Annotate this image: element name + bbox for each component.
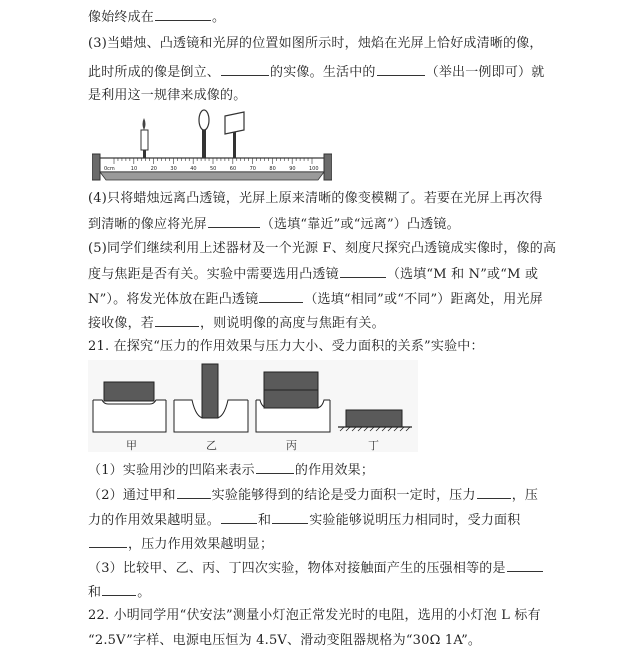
fig-label-jia: 甲 bbox=[126, 439, 137, 452]
answer-blank[interactable] bbox=[259, 290, 303, 303]
answer-blank[interactable] bbox=[507, 559, 543, 572]
answer-blank[interactable] bbox=[177, 486, 211, 499]
q20-line-6: 到清晰的像应将光屏 （选填“靠近”或“远离”）凸透镜。 bbox=[88, 217, 460, 232]
q21-line-4: ，压力作用效果越明显； bbox=[88, 535, 273, 553]
ruler-unit: 0cm bbox=[104, 166, 115, 172]
fig-label-ding: 丁 bbox=[368, 439, 379, 452]
q22-line-2: “2.5V”字样、电源电压恒为 4.5V、滑动变阻器规格为“30Ω 1A”。 bbox=[88, 633, 482, 648]
fig-label-yi: 乙 bbox=[206, 439, 217, 452]
q20-line-10: 接收像，若 ，则说明像的高度与焦距有关。 bbox=[88, 316, 385, 331]
q22-line-1: 22. 小明同学用“伏安法”测量小灯泡正常发光时的电阻，选用的小灯泡 L 标有 bbox=[88, 608, 541, 623]
q21-line-6: 和 。 bbox=[88, 585, 151, 600]
q20-line-9: N”）。将发光体放在距凸透镜 （选填“相同”或“不同”）距离处，用光屏 bbox=[88, 292, 543, 307]
q20-line-3: 此时所成的像是倒立、 的实像。生活中的 （举出一例即可）就 bbox=[88, 65, 545, 80]
q20-line-8: 度与焦距是否有关。实验中需要选用凸透镜 （选填“M 和 N”或“M 或 bbox=[88, 267, 539, 282]
answer-blank[interactable] bbox=[272, 511, 308, 524]
ruler-tick-label: 50 bbox=[210, 166, 217, 172]
fig-label-bing: 丙 bbox=[286, 439, 297, 452]
answer-blank[interactable] bbox=[208, 215, 260, 228]
q21-line-1: （1）实验用沙的凹陷来表示 的作用效果； bbox=[88, 463, 375, 478]
q21-line-5: （3）比较甲、乙、丙、丁四次实验，物体对接触面产生的压强相等的是 bbox=[88, 559, 544, 577]
answer-blank[interactable] bbox=[256, 461, 294, 474]
q21-line-3: 力的作用效果越明显。 和 实验能够说明压力相同时，受力面积 bbox=[88, 513, 521, 528]
convex-lens-icon bbox=[199, 110, 209, 158]
candle-icon bbox=[141, 118, 148, 158]
answer-blank[interactable] bbox=[89, 535, 127, 548]
ruler-tick-label: 30 bbox=[170, 166, 177, 172]
answer-blank[interactable] bbox=[221, 63, 269, 76]
light-screen-icon bbox=[225, 112, 244, 158]
ruler-tick-label: 60 bbox=[229, 166, 237, 172]
q20-line-5: (4)只将蜡烛远离凸透镜，光屏上原来清晰的像变模糊了。若要在光屏上再次得 bbox=[88, 191, 543, 206]
q21-line-2: （2）通过甲和 实验能够得到的结论是受力面积一定时，压力 ，压 bbox=[88, 488, 539, 503]
ruler-tick-label: 10 bbox=[130, 166, 138, 172]
ruler-tick-label: 70 bbox=[249, 166, 256, 172]
answer-blank[interactable] bbox=[155, 314, 199, 327]
q20-line-2: (3)当蜡烛、凸透镜和光屏的位置如图所示时，烛焰在光屏上恰好成清晰的像， bbox=[88, 36, 543, 51]
q20-line-4: 是利用这一规律来成像的。 bbox=[88, 88, 247, 103]
answer-blank[interactable] bbox=[340, 265, 386, 278]
ruler-tick-label: 20 bbox=[150, 166, 157, 172]
answer-blank[interactable] bbox=[102, 583, 136, 596]
answer-blank[interactable] bbox=[377, 63, 425, 76]
q20-line-7: (5)同学们继续利用上述器材及一个光源 F、刻度尺探究凸透镜成实像时，像的高 bbox=[88, 241, 557, 256]
ruler-tick-label: 90 bbox=[289, 166, 296, 172]
answer-blank[interactable] bbox=[221, 511, 257, 524]
q21-stem: 21. 在探究“压力的作用效果与压力大小、受力面积的关系”实验中： bbox=[88, 339, 484, 354]
ruler-tick-label: 80 bbox=[269, 166, 276, 172]
q20-line-1: 像始终成在 。 bbox=[88, 10, 226, 25]
answer-blank[interactable] bbox=[155, 8, 211, 21]
ruler-tick-label: 100 bbox=[309, 166, 319, 172]
optical-bench-figure bbox=[92, 108, 332, 190]
answer-blank[interactable] bbox=[477, 486, 511, 499]
ruler-tick-label: 40 bbox=[190, 166, 197, 172]
